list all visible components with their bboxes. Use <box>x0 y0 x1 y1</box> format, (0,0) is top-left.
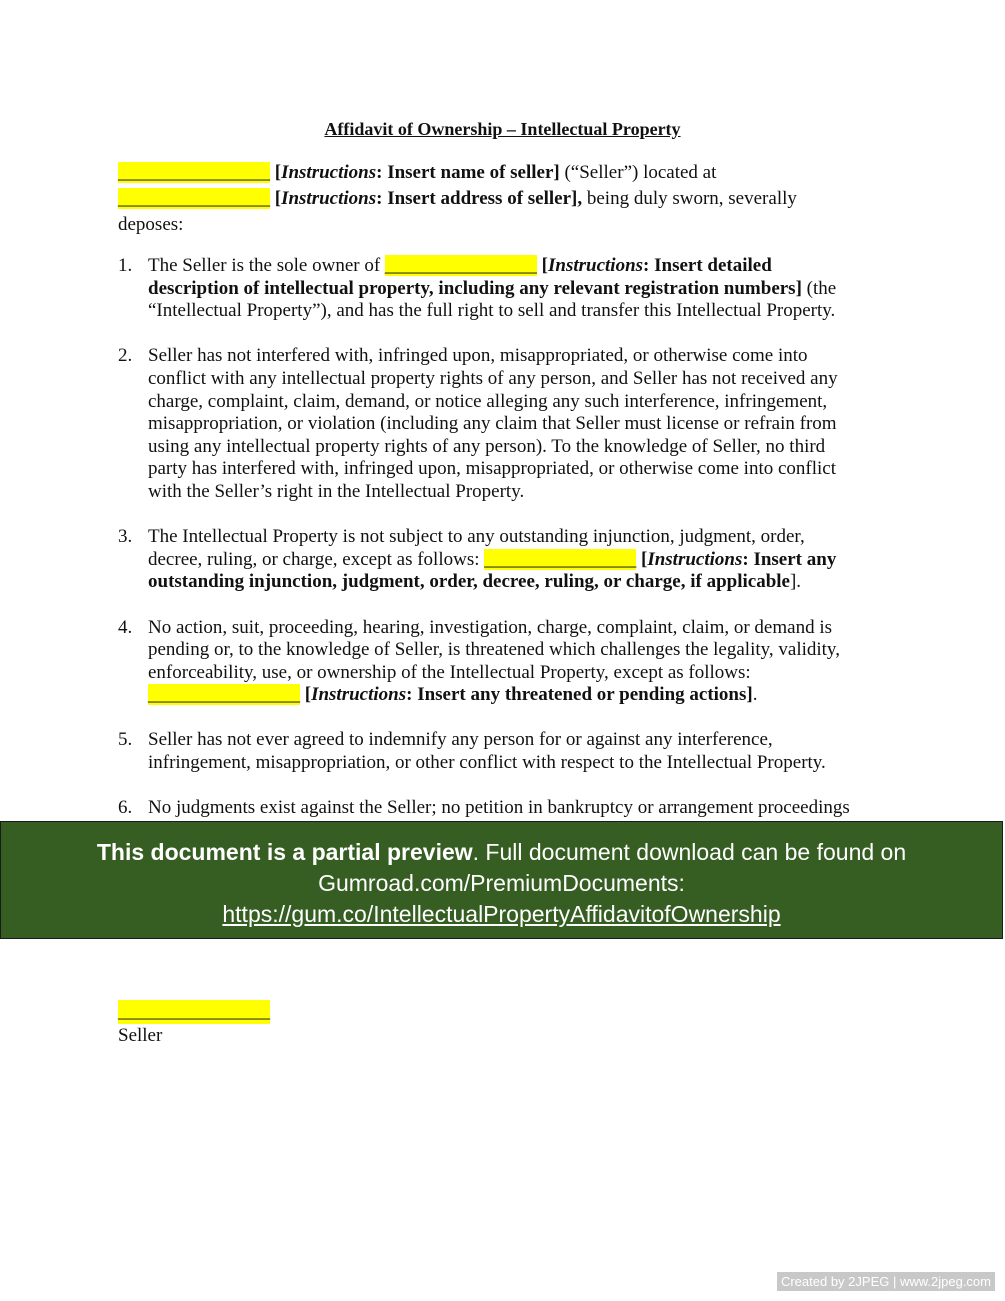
intro-line-3: deposes: <box>118 214 184 235</box>
seller-name-blank[interactable]: ________________ <box>118 162 270 183</box>
affidavit-items <box>118 255 878 842</box>
preview-banner <box>0 821 1003 939</box>
list-item <box>118 345 878 503</box>
instruction-text: : Insert any <box>742 548 837 570</box>
item-text: . <box>752 684 758 706</box>
item-text: with the Seller’s right in the Intellectual Property. <box>148 480 525 502</box>
item-number: 6. <box>118 797 133 819</box>
instruction-label: Instructions <box>547 255 644 276</box>
item-number: 5. <box>118 729 133 751</box>
item-text: (the <box>801 277 837 299</box>
item-text: party has interfered with, infringed upon, misappropriated, or otherwise come into conflict <box>148 458 837 480</box>
item-number: 2. <box>118 345 133 367</box>
item-text: charge, complaint, claim, demand, or notice alleging any such interference, infringement, <box>148 390 828 412</box>
document-title: Affidavit of Ownership – Intellectual Property <box>324 119 681 139</box>
banner-bold-text: This document is a partial preview <box>96 839 473 865</box>
item-text: pending or, to the knowledge of Seller, is threatened which challenges the legality, validity, <box>148 639 840 661</box>
banner-line-1 <box>1 837 1002 868</box>
item-text: using any intellectual property rights of any person). To the knowledge of Seller, no third <box>148 435 826 457</box>
signature-blank[interactable]: ________________ <box>118 1001 270 1022</box>
intro-line-2: ________________ [Instructions: Insert address of seller], being duly sworn, severally <box>118 188 797 209</box>
intro-text: being duly sworn, severally <box>582 188 797 209</box>
item-text: The Seller is the sole owner of <box>148 255 385 276</box>
list-item: 4. No action, suit, proceeding, hearing, investigation, charge, complaint, claim, or demand is pending or, to the knowledge of Seller, is threatened which challenges the legality, validity, enforceability, use, or ownership of the Intellectual Property, except as follows: ________________ [Instructions: Insert any threatened or pending actions]. <box>118 617 878 707</box>
list-item: 1. The Seller is the sole owner of ________________ [Instructions: Insert detailed description of intellectual property, including any relevant registration numbers] (the “Intellectual Property”), and has the full right to sell and transfer this Intellectual Property. <box>118 255 878 323</box>
instruction-label: Instructions <box>281 162 377 183</box>
banner-line-2: Gumroad.com/PremiumDocuments: <box>318 870 685 896</box>
seller-address-blank[interactable]: ________________ <box>118 188 270 209</box>
item-text: decree, ruling, or charge, except as follows: <box>148 548 485 570</box>
instruction-label: Instructions <box>311 684 407 706</box>
download-link[interactable]: https://gum.co/IntellectualPropertyAffidavitofOwnership <box>222 901 781 927</box>
instruction-text: description of intellectual property, including any relevant registration numbers] <box>148 277 802 299</box>
injunction-blank[interactable]: ________________ <box>484 548 637 570</box>
item-text: infringement, misappropriation, or other conflict with respect to the Intellectual Property. <box>148 752 826 774</box>
signature-block <box>118 1000 270 1048</box>
instruction-text: outstanding injunction, judgment, order, decree, ruling, or charge, if applicable <box>148 571 790 593</box>
pending-actions-blank[interactable]: ________________ <box>148 684 300 706</box>
instruction-label: Instructions <box>281 188 377 209</box>
item-text: No action, suit, proceeding, hearing, investigation, charge, complaint, claim, or demand is <box>148 616 832 638</box>
ip-description-blank[interactable]: ________________ <box>384 255 537 276</box>
item-text: misappropriation, or violation (including any claim that Seller must license or refrain from <box>148 413 837 435</box>
watermark: Created by 2JPEG | www.2jpeg.com <box>777 1272 995 1291</box>
intro-paragraph <box>118 160 878 238</box>
item-text: No judgments exist against the Seller; no petition in bankruptcy or arrangement proceedings <box>148 797 850 819</box>
signature-label: Seller <box>118 1025 163 1046</box>
item-text: The Intellectual Property is not subject to any outstanding injunction, judgment, order, <box>148 526 805 548</box>
intro-line-1: ________________ [Instructions: Insert name of seller] (“Seller”) located at <box>118 162 717 183</box>
item-number: 1. <box>118 255 133 276</box>
banner-text: . Full document download can be found on <box>472 839 907 865</box>
item-text: enforceability, use, or ownership of the Intellectual Property, except as follows: <box>148 661 751 683</box>
list-item: 3. The Intellectual Property is not subject to any outstanding injunction, judgment, order, decree, ruling, or charge, except as follows: ________________ [Instructions: Insert any outstanding injunction, judgment, order, decree, ruling, or charge, if applicable]. <box>118 526 878 594</box>
item-text: Seller has not interfered with, infringed upon, misappropriated, or otherwise come into <box>148 345 808 367</box>
item-number: 3. <box>118 526 133 548</box>
item-text: Seller has not ever agreed to indemnify any person for or against any interference, <box>148 729 773 751</box>
item-number: 4. <box>118 616 133 638</box>
instruction-text: : Insert detailed <box>643 255 772 276</box>
intro-text: (“Seller”) located at <box>559 162 717 183</box>
item-text: conflict with any intellectual property rights of any person, and Seller has not received any <box>148 367 838 389</box>
list-item <box>118 729 878 774</box>
item-text: ]. <box>789 571 802 593</box>
instruction-text: : Insert name of seller] <box>376 162 560 183</box>
instruction-label: Instructions <box>647 548 743 570</box>
instruction-text: : Insert address of seller], <box>376 188 583 209</box>
list-item <box>118 797 878 820</box>
instruction-text: : Insert any threatened or pending actions] <box>406 684 753 706</box>
item-text: “Intellectual Property”), and has the full right to sell and transfer this Intellectual Property. <box>148 300 836 322</box>
